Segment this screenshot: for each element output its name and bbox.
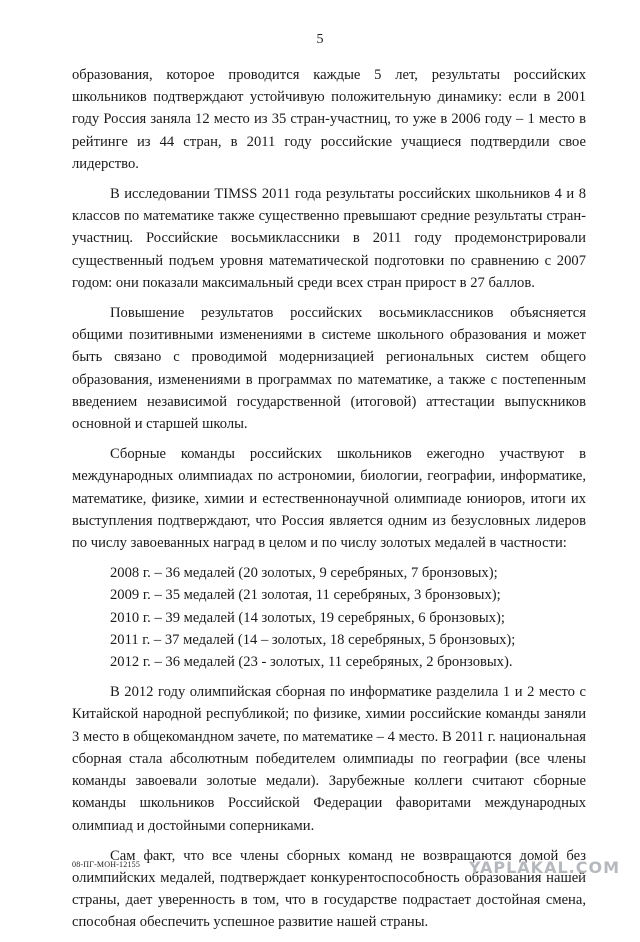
paragraph-informatics-2012: В 2012 году олимпийская сборная по информатике разделила 1 и 2 место с Китайской народной республикой; по физике, химии российские команды заняли 3 место в общекомандном зачете, по математике – 4 место. В 2011 г. национальная сборная стала абсолютным победителем олимпиады по географии (все члены команды завоевали золотые медали). Зарубежные коллеги считают сборные команды школьников Российской Федерации фаворитами международных олимпиад и достойными соперниками. [72,684,586,834]
medal-list-item: 2011 г. – 37 медалей (14 – золотых, 18 серебряных, 5 бронзовых); [110,631,516,648]
paragraph-timss: В исследовании TIMSS 2011 года результаты российских школьников 4 и 8 классов по математике также существенно превышают средние результаты стран-участниц. Российские восьмиклассники в 2011 году продемонстрировали существенный подъем уровня математической подготовки по сравнению с 2007 годом: они показали максимальный среди всех стран прирост в 27 баллов. [72,186,586,291]
medal-list-item: 2012 г. – 36 медалей (23 - золотых, 11 серебряных, 2 бронзовых). [110,654,513,671]
page-number: 5 [316,32,324,47]
paragraph-olympiads: Сборные команды российских школьников ежегодно участвуют в международных олимпиадах по астрономии, биологии, географии, информатике, математике, физике, химии и естественнонаучной олимпиаде юниоров, итоги их выступления подтверждают, что Россия является одним из безусловных лидеров по числу завоеванных наград в целом и по числу золотых медалей в частности: [72,446,586,552]
document-body [72,64,586,942]
medal-list-item: 2009 г. – 35 медалей (21 золотая, 11 серебряных, 3 бронзовых); [110,587,501,604]
paragraph-conclusion: Сам факт, что все члены сборных команд не возвращаются домой без олимпийских медалей, подтверждает конкурентоспособность образования нашей страны, дает уверенность в том, что в государстве подрастает достойная смена, способная обеспечить успешное развитие нашей страны. [72,847,586,931]
paragraph-pisa-continuation: образования, которое проводится каждые 5 лет, результаты российских школьников подтверждают устойчивую положительную динамику: если в 2001 году Россия заняла 12 место из 35 стран-участниц, то уже в 2006 году – 1 место в рейтинге из 44 стран, в 2011 году российские учащиеся подтвердили свое лидерство. [72,67,586,172]
medal-list-item: 2010 г. – 39 медалей (14 золотых, 19 серебряных, 6 бронзовых); [110,609,505,626]
watermark-logo: YAPLAKAL.COM [468,858,620,877]
footer-document-code: 08-ПГ-МОН-12155 [72,860,141,869]
medal-list-item: 2008 г. – 36 медалей (20 золотых, 9 серебряных, 7 бронзовых); [110,565,498,582]
medal-list [72,562,586,673]
paragraph-improvement: Повышение результатов российских восьмиклассников объясняется общими позитивными изменениями в системе школьного образования и может быть связано с проводимой модернизацией региональных систем общего образования, изменениями в программах по математике, а также с постепенным введением независимой государственной (итоговой) аттестации выпускников основной и старшей школы. [72,305,586,433]
